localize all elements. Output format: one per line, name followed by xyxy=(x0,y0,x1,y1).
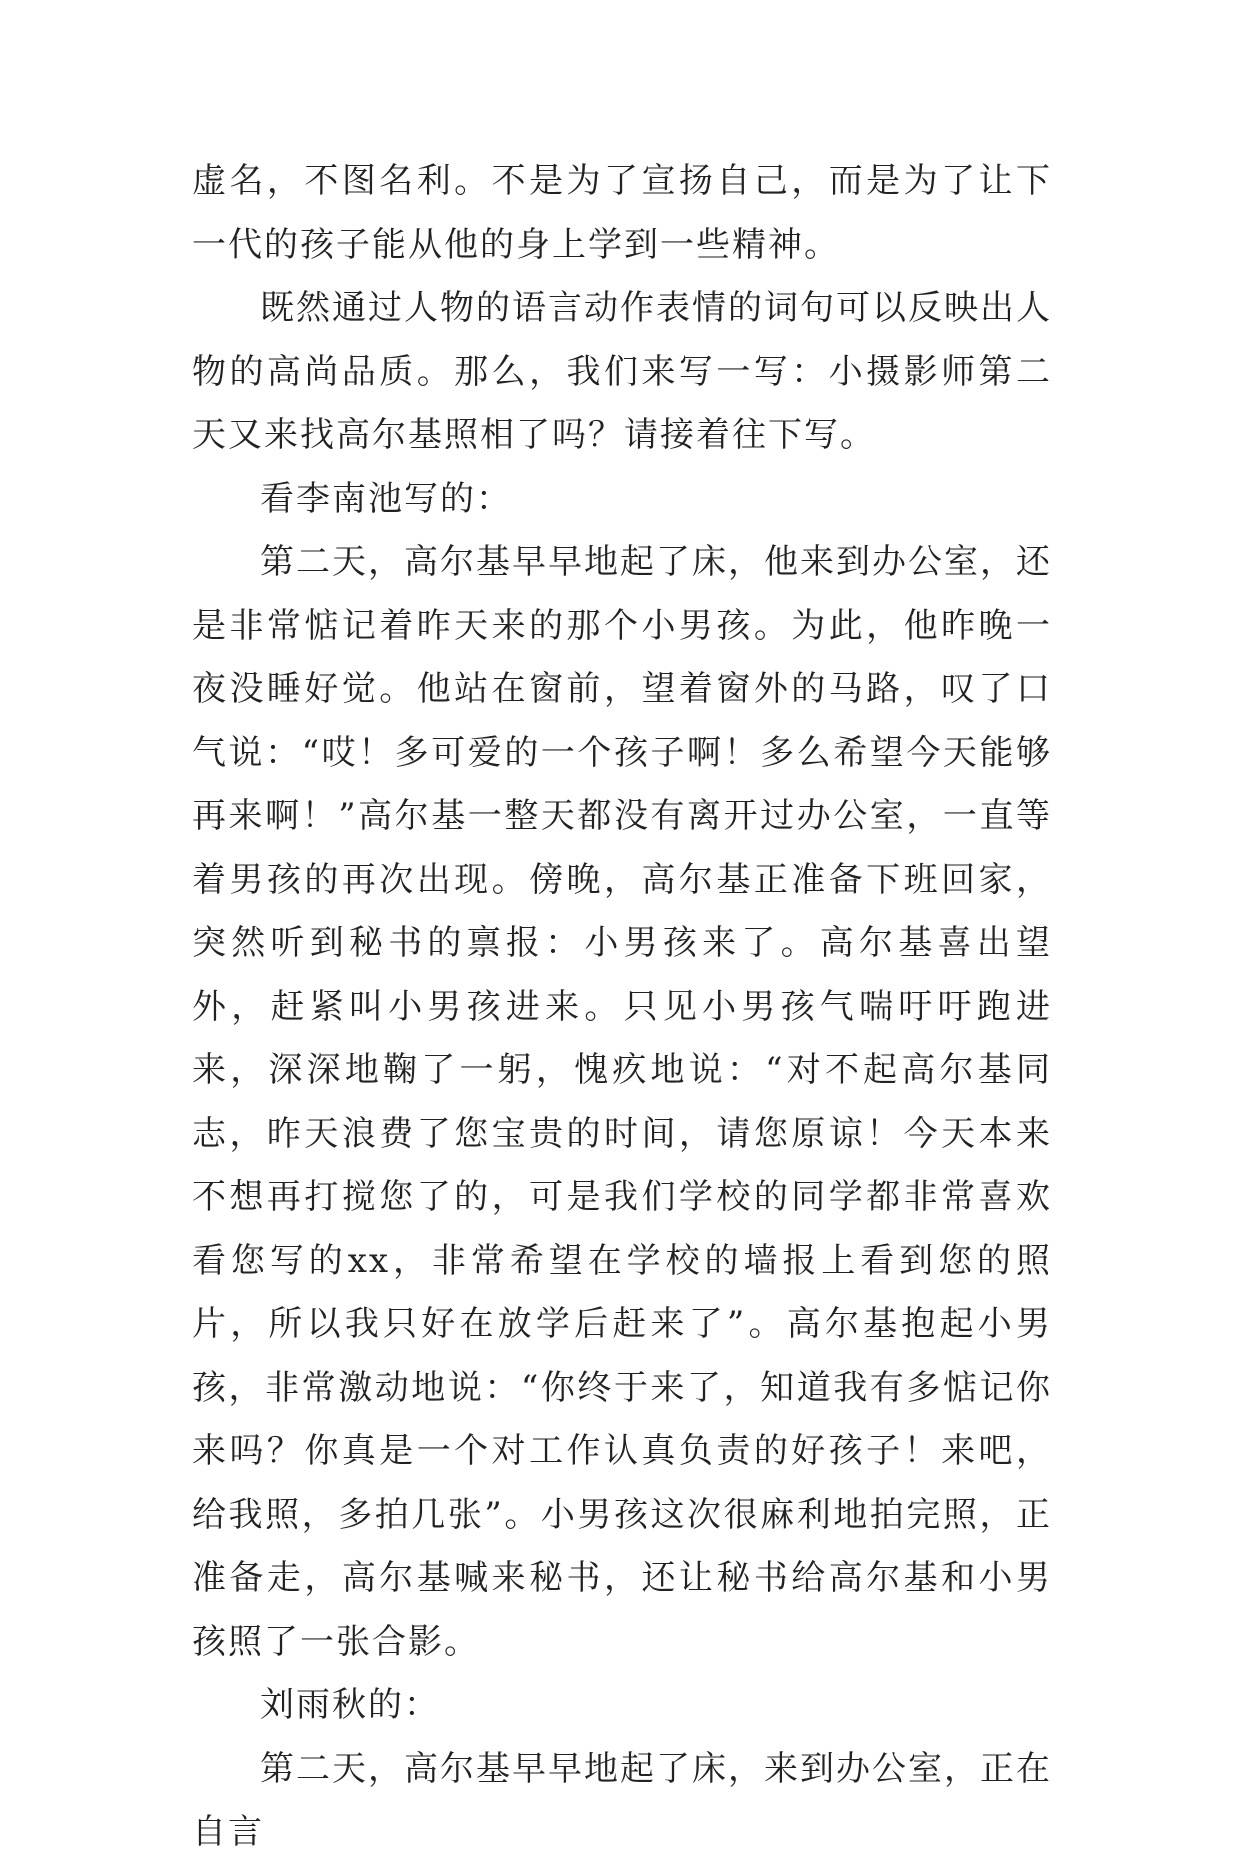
paragraph-li-nanchi-story: 第二天，高尔基早早地起了床，他来到办公室，还是非常惦记着昨天来的那个小男孩。为此，他昨晚一夜没睡好觉。他站在窗前，望着窗外的马路，叹了口气说：“哎！多可爱的一个孩子啊！多么希望今天能够再来啊！”高尔基一整天都没有离开过办公室，一直等着男孩的再次出现。傍晚，高尔基正准备下班回家，突然听到秘书的禀报：小男孩来了。高尔基喜出望外，赶紧叫小男孩进来。只见小男孩气喘吁吁跑进来，深深地鞠了一躬，愧疚地说：“对不起高尔基同志，昨天浪费了您宝贵的时间，请您原谅！今天本来不想再打搅您了的，可是我们学校的同学都非常喜欢看您写的xx，非常希望在学校的墙报上看到您的照片，所以我只好在放学后赶来了”。高尔基抱起小男孩，非常激动地说：“你终于来了，知道我有多惦记你来吗？你真是一个对工作认真负责的好孩子！来吧，给我照，多拍几张”。小男孩这次很麻利地拍完照，正准备走，高尔基喊来秘书，还让秘书给高尔基和小男孩照了一张合影。 xyxy=(192,542,1052,1662)
document-body xyxy=(192,150,1052,1865)
paragraph-liu-yuqiu-heading: 刘雨秋的： xyxy=(260,1685,440,1725)
paragraph-writing-prompt: 既然通过人物的语言动作表情的词句可以反映出人物的高尚品质。那么，我们来写一写：小摄影师第二天又来找高尔基照相了吗？请接着往下写。 xyxy=(192,288,1052,455)
paragraph-li-nanchi-heading: 看李南池写的： xyxy=(260,478,512,519)
paragraph-continuation: 虚名，不图名利。不是为了宣扬自己，而是为了让下一代的孩子能从他的身上学到一些精神。 xyxy=(192,161,1052,265)
paragraph-liu-yuqiu-story: 第二天，高尔基早早地起了床，来到办公室，正在自言 xyxy=(192,1748,1052,1852)
